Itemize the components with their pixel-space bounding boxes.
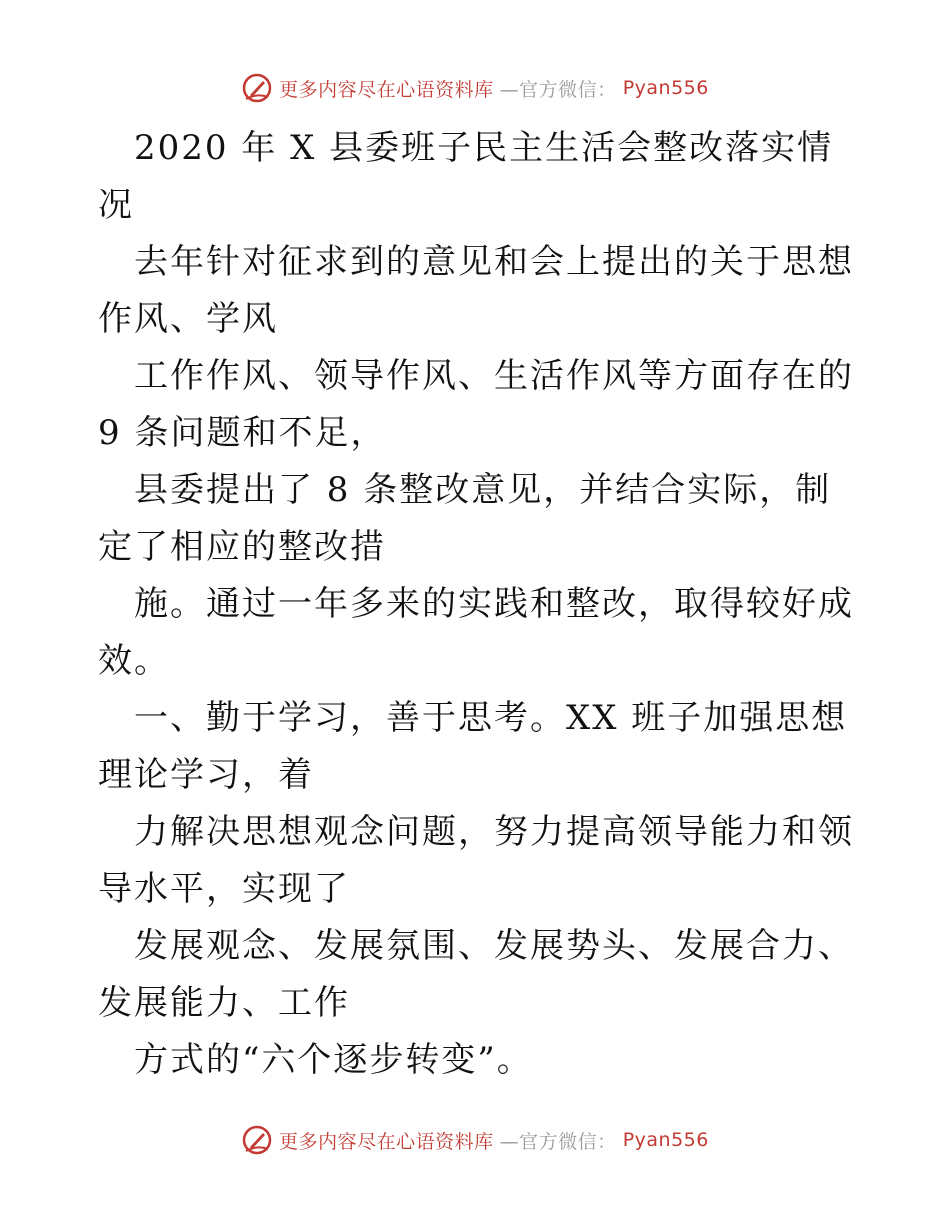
paragraph: 发展观念、发展氛围、发展势头、发展合力、发展能力、工作 [98, 926, 854, 1023]
watermark-footer [0, 1124, 950, 1156]
paragraph: 一、勤于学习，善于思考。XX 班子加强思想理论学习，着 [98, 698, 848, 795]
watermark-separator-text: —官方微信： [499, 1130, 617, 1153]
document-body [98, 120, 858, 1089]
paragraph: 去年针对征求到的意见和会上提出的关于思想作风、学风 [98, 242, 854, 339]
watermark-wechat-id: Pyan556 [622, 1129, 709, 1151]
paragraph: 工作作风、领导作风、生活作风等方面存在的 9 条问题和不足， [98, 356, 854, 453]
paragraph: 施。通过一年多来的实践和整改，取得较好成效。 [98, 584, 854, 681]
paragraph: 方式的“六个逐步转变”。 [134, 1040, 533, 1080]
document-title: 2020 年 X 县委班子民主生活会整改落实情况 [98, 128, 834, 225]
watermark-header [0, 72, 950, 104]
watermark-main-text: 更多内容尽在心语资料库 [279, 1130, 494, 1153]
paragraph: 力解决思想观念问题，努力提高领导能力和领导水平，实现了 [98, 812, 854, 909]
watermark-wechat-id: Pyan556 [622, 77, 709, 99]
watermark-separator-text: —官方微信： [499, 78, 617, 101]
quill-logo-icon [241, 72, 273, 104]
watermark-main-text: 更多内容尽在心语资料库 [279, 78, 494, 101]
paragraph: 县委提出了 8 条整改意见，并结合实际，制定了相应的整改措 [98, 470, 832, 567]
quill-logo-icon [241, 1124, 273, 1156]
